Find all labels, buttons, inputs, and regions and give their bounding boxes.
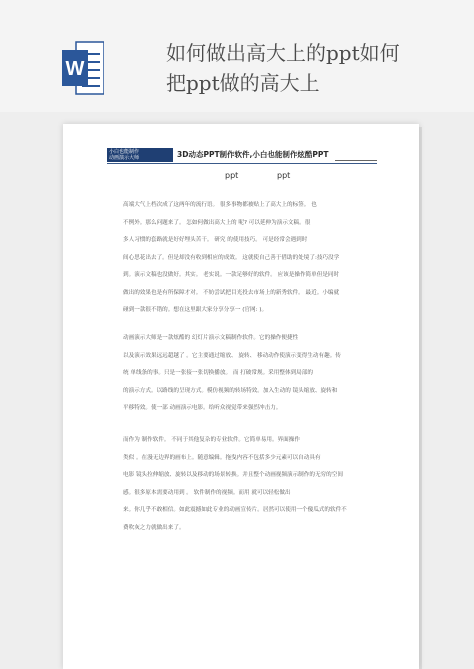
paragraph-2 <box>123 330 365 418</box>
paragraph-line: 而作为 制作软件。 不同于其他复杂的专业软件。它简单易用。界面操作 <box>123 437 300 443</box>
header-rule <box>107 163 377 164</box>
paragraph-line: 以及演示效果远远超越了 。它主要通过缩放、 旋转、 移动动作使演示变得生动有趣。传 <box>123 352 341 359</box>
paragraph-line: 间心思花出去了。但是却没有收到相应的成效。 这就使自己善于借助的处境了:技巧没学 <box>123 254 340 261</box>
paragraph-line: 统 单线条的事。只是一张接一张切换播放。 而 打破常规。采用整体到局部的 <box>123 370 313 376</box>
paragraph-line: 的演示方式。以路线的呈现方式。模仿视频的转场特效。加入生动的 镜头缩放、旋转和 <box>123 387 338 394</box>
title-line-1: 如何做出高大上的ppt如何 <box>166 41 400 65</box>
paragraph-line: 来。你几乎不敢相信。如此震撼如此专业的动画宣传片。居然可以使用一个傻瓜式的软件不 <box>123 507 347 513</box>
subtitle-left: ppt <box>225 171 239 180</box>
page-header <box>107 148 377 164</box>
paragraph-line: 到。演示文稿也没做好。其实。 老实说。一款足够好的软件。 应该是操作简单但是同时 <box>123 272 340 278</box>
svg-text:W: W <box>65 58 85 80</box>
header-title: 3D动态PPT制作软件,小白也能制作炫酷PPT <box>177 150 329 159</box>
paragraph-line: 碰到一款很不错的。想在这里跟大家分享分享一 (官网: )。 <box>123 307 268 313</box>
paragraph-line: 多人习惯的套路就是好好埋头苦干。 研究 的使用技巧。 可是经常会遇到时 <box>123 237 308 243</box>
paragraph-line: 类似 。在漫无边界的画布上。随意编辑。拖曳内容不包括多少元素可以自动具有 <box>123 454 321 461</box>
document-title <box>166 38 466 98</box>
paragraph-line: 高端大气上档次成了这两年的流行语。 很多事物都被贴上了高大上的标签。 也 <box>123 202 317 208</box>
header-logo: 小白也能制作 动画演示大师 <box>107 148 173 162</box>
header-blank-line <box>335 160 377 161</box>
paragraph-line: 做出的效果也是有所保障才对。 不妨尝试把目光投去市场上的新秀软件。 最近。小编就 <box>123 289 340 296</box>
subtitle-right: ppt <box>277 171 291 180</box>
paragraph-line: 费吹灰之力就做出来了。 <box>123 524 185 531</box>
paragraph-line: 电影 镜头拉伸缩放、旋转以及移动的场景转换。并且整个动画视频演示制作的无穷的空间 <box>123 472 343 478</box>
word-document-icon <box>62 40 104 96</box>
document-page <box>63 124 419 669</box>
paragraph-3 <box>123 432 365 537</box>
title-line-2: 把ppt做的高大上 <box>166 71 320 95</box>
paragraph-line: 动画演示大师是一款炫酷的 幻灯片演示文稿制作软件。它的操作便捷性 <box>123 335 299 341</box>
paragraph-1 <box>123 197 365 320</box>
paragraph-line: 感。很多原本需要动用到 。 软件制作的视频。而用 就可以轻松做出 <box>123 489 291 496</box>
paragraph-line: 平移特效。使一部 动画演示电影。给听众视觉带来强烈冲击力。 <box>123 405 282 411</box>
paragraph-line: 不例外。那么问题来了。 怎如何做出高大上的 呢? 可以延伸为演示文稿。很 <box>123 219 311 226</box>
